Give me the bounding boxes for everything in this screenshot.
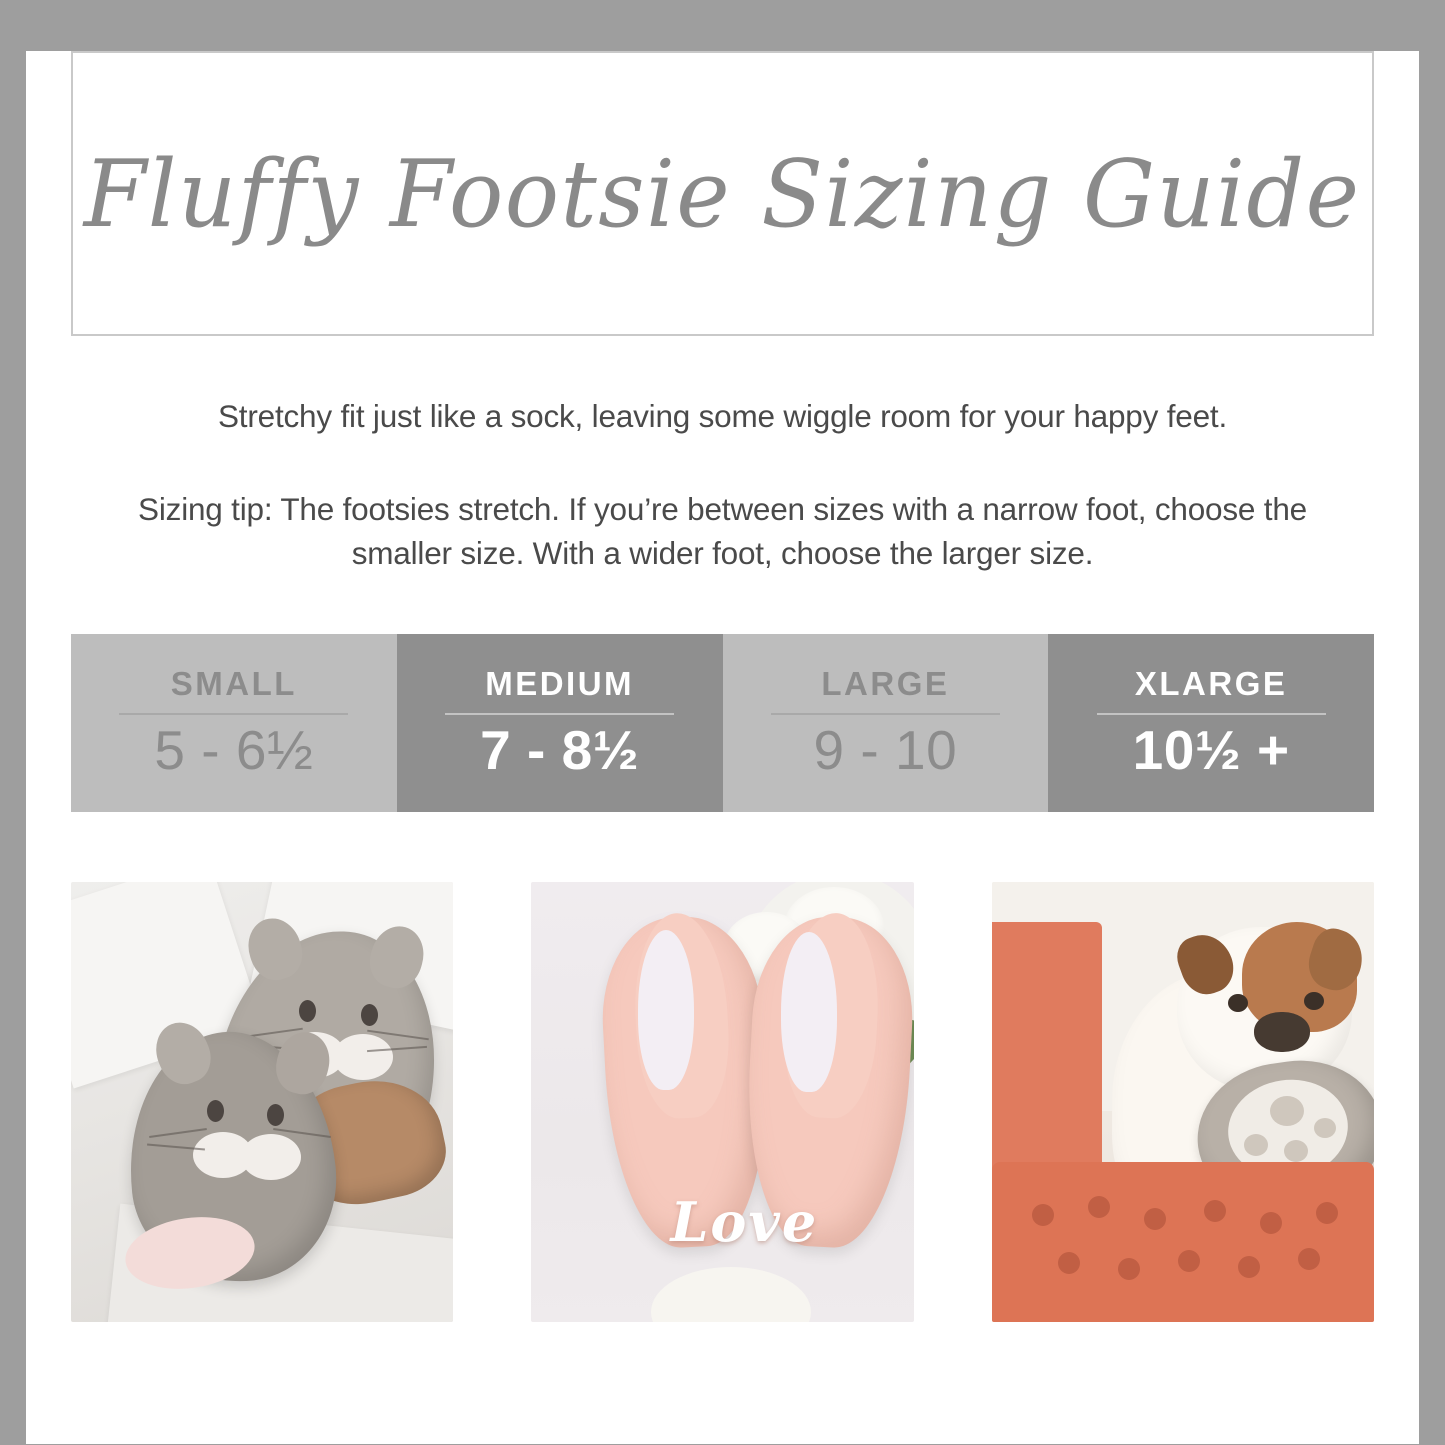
size-label-small: SMALL [170,664,297,702]
cat-muzzle [333,1034,393,1080]
paw-print-icon [1270,1096,1304,1126]
size-value-small: 5 - 6½ [154,718,314,781]
intro-lead-text: Stretchy fit just like a sock, leaving some wiggle room for your happy feet. [217,398,1227,434]
product-photo-row [71,882,1374,1322]
tray-hole [1118,1258,1140,1280]
size-divider [445,713,674,715]
intro-copy [71,394,1374,576]
size-divider [1097,713,1326,715]
tray-hole [1032,1204,1054,1226]
size-chart [71,634,1374,812]
cat-eye-icon [267,1104,284,1126]
size-value-large: 9 - 10 [813,718,958,781]
dog-eye-icon [1304,992,1324,1010]
bunny-ear-inner [781,932,837,1092]
tray-hole [1144,1208,1166,1230]
page-title: Fluffy Footsie Sizing Guide [84,139,1361,248]
size-column-small [71,634,397,812]
photo-pink-love-footsies [531,882,913,1322]
tray-hole [1238,1256,1260,1278]
paw-print-icon [1284,1140,1308,1162]
photo-grey-cat-footsies [71,882,453,1322]
size-divider [771,713,1000,715]
intro-tip-text: Sizing tip: The footsies stretch. If you’re between sizes with a narrow foot, choose the smaller size. With a wider foot, choose the larger size. [138,490,1307,572]
dog-eye-icon [1228,994,1248,1012]
tray-hole [1058,1252,1080,1274]
size-column-large [723,634,1049,812]
size-divider [119,713,348,715]
cat-eye-icon [361,1004,378,1026]
size-label-large: LARGE [821,664,950,702]
size-value-xlarge: 10½ + [1132,718,1290,781]
size-value-medium: 7 - 8½ [480,718,640,781]
tray-hole [1316,1202,1338,1224]
sizing-guide-card [26,51,1419,1444]
dog-nose-icon [1254,1012,1310,1052]
size-column-medium [397,634,723,812]
flower-petal [651,1267,811,1322]
tray-hole [1204,1200,1226,1222]
photo-bulldog-with-footsie [992,882,1374,1322]
orange-tray [992,1162,1374,1322]
paw-print-icon [1244,1134,1268,1156]
bunny-ear-inner [638,930,694,1090]
orange-stool [992,922,1102,1182]
title-frame [71,51,1374,336]
paw-print-icon [1314,1118,1336,1138]
size-column-xlarge [1048,634,1374,812]
cat-eye-icon [299,1000,316,1022]
tray-hole [1088,1196,1110,1218]
slipper-love-text: Love [670,1190,819,1255]
cat-eye-icon [207,1100,224,1122]
tray-hole [1298,1248,1320,1270]
size-label-xlarge: XLARGE [1134,664,1288,702]
cat-muzzle [241,1134,301,1180]
size-label-medium: MEDIUM [485,664,635,702]
tray-hole [1178,1250,1200,1272]
tray-hole [1260,1212,1282,1234]
